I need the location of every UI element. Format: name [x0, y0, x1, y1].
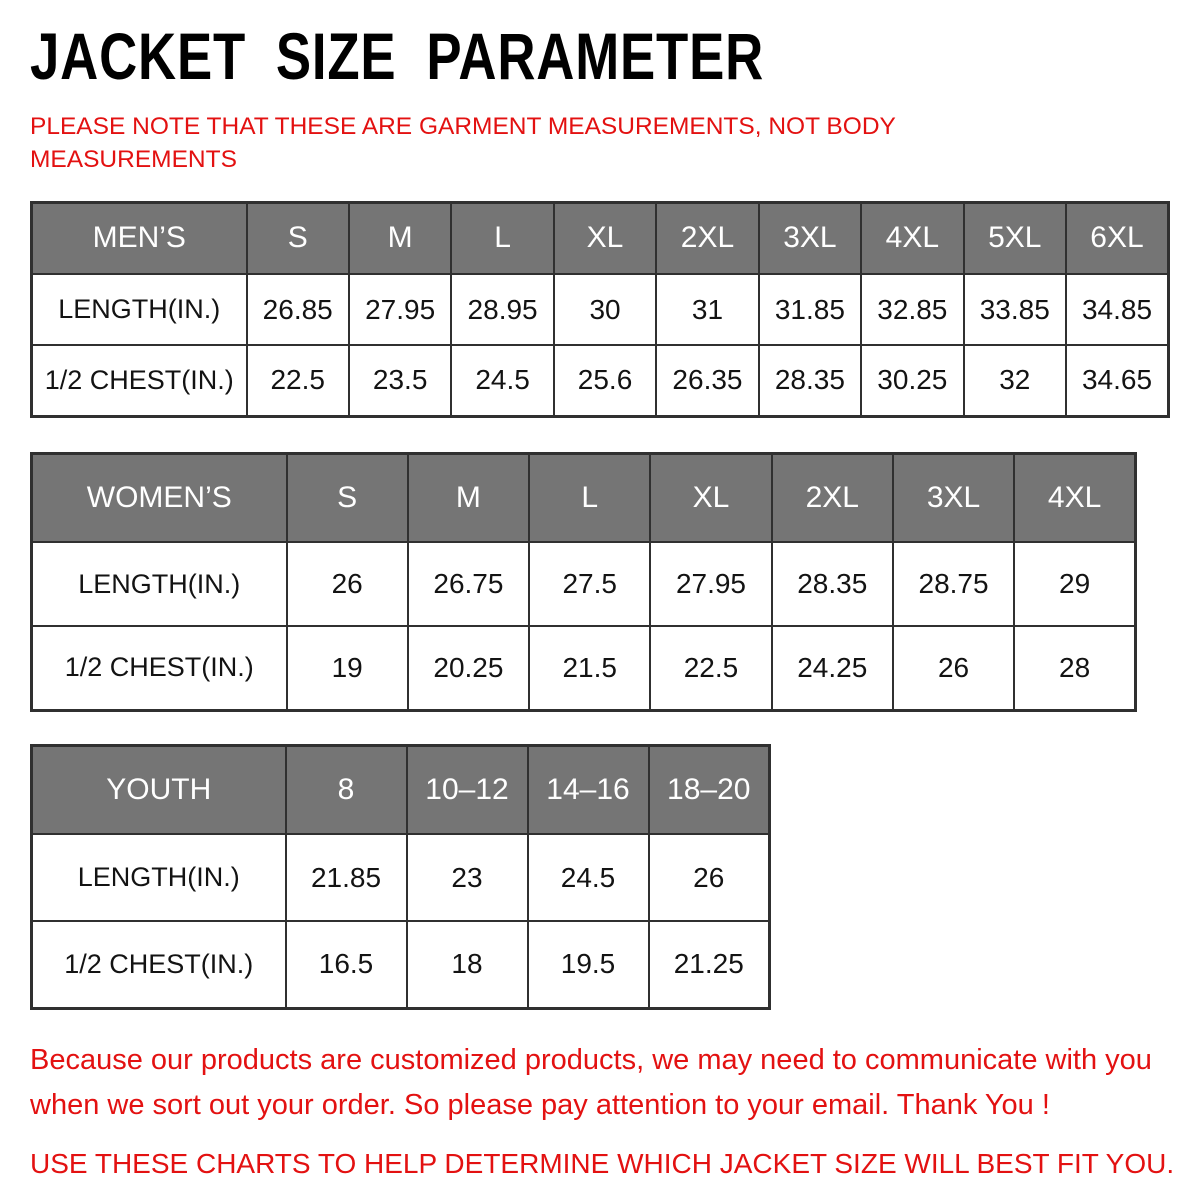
value-cell: 30	[554, 274, 656, 345]
customization-notice: Because our products are customized products, we may need to communicate with you when we sort out your order. So please pay attention to your email. Thank You !	[30, 1043, 1152, 1122]
page-title: JACKET SIZE PARAMETER	[30, 19, 765, 93]
value-cell: 26.85	[247, 274, 349, 345]
size-header-cell: 5XL	[964, 202, 1066, 274]
value-cell: 27.5	[529, 542, 650, 626]
value-cell: 28.35	[772, 542, 893, 626]
value-cell: 27.95	[349, 274, 451, 345]
value-cell: 23	[407, 834, 528, 921]
size-header-cell: 3XL	[759, 202, 861, 274]
womens-header-row	[32, 453, 1136, 542]
value-cell: 16.5	[286, 921, 407, 1008]
value-cell: 33.85	[964, 274, 1066, 345]
row-label-cell: 1/2 CHEST(IN.)	[32, 921, 286, 1008]
size-header-cell: 6XL	[1066, 202, 1169, 274]
value-cell: 26	[287, 542, 408, 626]
value-cell: 28.95	[451, 274, 553, 345]
womens-chest-row	[32, 626, 1136, 710]
size-header-cell: 8	[286, 745, 407, 834]
value-cell: 22.5	[650, 626, 771, 710]
youth-table-title-cell: YOUTH	[32, 745, 286, 834]
value-cell: 20.25	[408, 626, 529, 710]
size-header-cell: M	[349, 202, 451, 274]
womens-table-title-cell: WOMEN’S	[32, 453, 287, 542]
mens-length-row	[32, 274, 1169, 345]
size-header-cell: L	[451, 202, 553, 274]
value-cell: 31.85	[759, 274, 861, 345]
value-cell: 31	[656, 274, 758, 345]
youth-chest-row	[32, 921, 770, 1008]
value-cell: 28	[1014, 626, 1135, 710]
size-header-cell: 10–12	[407, 745, 528, 834]
value-cell: 28.35	[759, 345, 861, 416]
value-cell: 28.75	[893, 542, 1014, 626]
row-label-cell: LENGTH(IN.)	[32, 542, 287, 626]
row-label-cell: 1/2 CHEST(IN.)	[32, 345, 247, 416]
row-label-cell: LENGTH(IN.)	[32, 834, 286, 921]
mens-size-table	[30, 201, 1170, 418]
value-cell: 26.75	[408, 542, 529, 626]
value-cell: 21.25	[649, 921, 770, 1008]
size-header-cell: M	[408, 453, 529, 542]
value-cell: 19.5	[528, 921, 649, 1008]
size-header-cell: 4XL	[861, 202, 963, 274]
value-cell: 34.85	[1066, 274, 1169, 345]
value-cell: 34.65	[1066, 345, 1169, 416]
value-cell: 23.5	[349, 345, 451, 416]
garment-measurement-note: PLEASE NOTE THAT THESE ARE GARMENT MEASUREMENTS, NOT BODY MEASUREMENTS	[30, 113, 896, 174]
value-cell: 26.35	[656, 345, 758, 416]
size-header-cell: 2XL	[656, 202, 758, 274]
value-cell: 26	[649, 834, 770, 921]
value-cell: 24.25	[772, 626, 893, 710]
value-cell: 32	[964, 345, 1066, 416]
size-header-cell: XL	[554, 202, 656, 274]
size-header-cell: 2XL	[772, 453, 893, 542]
value-cell: 19	[287, 626, 408, 710]
value-cell: 30.25	[861, 345, 963, 416]
value-cell: 27.95	[650, 542, 771, 626]
youth-size-table	[30, 744, 771, 1010]
size-header-cell: 4XL	[1014, 453, 1135, 542]
womens-size-table	[30, 452, 1137, 712]
value-cell: 24.5	[528, 834, 649, 921]
value-cell: 26	[893, 626, 1014, 710]
mens-header-row	[32, 202, 1169, 274]
size-header-cell: S	[287, 453, 408, 542]
youth-length-row	[32, 834, 770, 921]
row-label-cell: LENGTH(IN.)	[32, 274, 247, 345]
value-cell: 21.5	[529, 626, 650, 710]
value-cell: 29	[1014, 542, 1135, 626]
mens-table-title-cell: MEN’S	[32, 202, 247, 274]
mens-chest-row	[32, 345, 1169, 416]
value-cell: 18	[407, 921, 528, 1008]
womens-length-row	[32, 542, 1136, 626]
size-header-cell: XL	[650, 453, 771, 542]
size-header-cell: 18–20	[649, 745, 770, 834]
size-header-cell: S	[247, 202, 349, 274]
youth-header-row	[32, 745, 770, 834]
chart-usage-note: USE THESE CHARTS TO HELP DETERMINE WHICH JACKET SIZE WILL BEST FIT YOU.	[30, 1148, 1175, 1180]
size-header-cell: L	[529, 453, 650, 542]
size-header-cell: 3XL	[893, 453, 1014, 542]
value-cell: 25.6	[554, 345, 656, 416]
value-cell: 32.85	[861, 274, 963, 345]
size-header-cell: 14–16	[528, 745, 649, 834]
value-cell: 21.85	[286, 834, 407, 921]
value-cell: 22.5	[247, 345, 349, 416]
row-label-cell: 1/2 CHEST(IN.)	[32, 626, 287, 710]
value-cell: 24.5	[451, 345, 553, 416]
